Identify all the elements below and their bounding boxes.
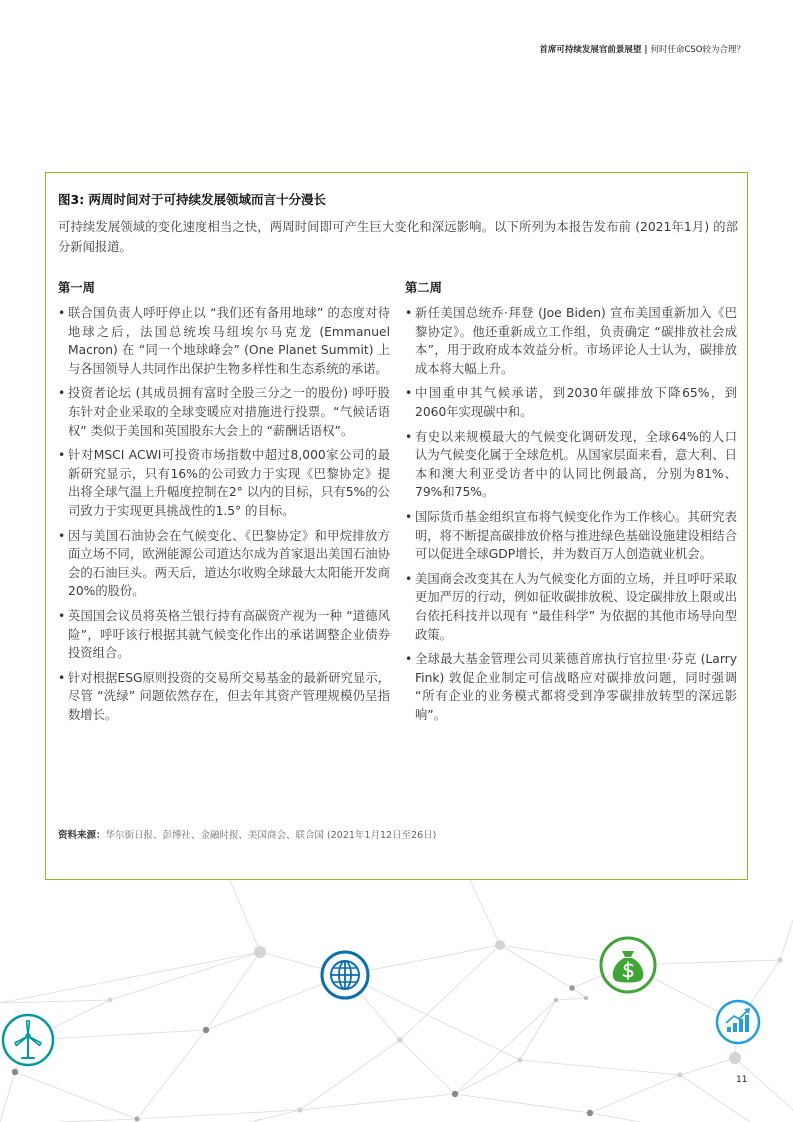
figure-intro: 可持续发展领域的变化速度相当之快，两周时间即可产生巨大变化和深远影响。以下所列为本报告发布前 (2021年1月) 的部分新闻报道。 bbox=[58, 220, 738, 254]
network-line bbox=[556, 998, 586, 1000]
network-node bbox=[678, 1073, 683, 1078]
network-line bbox=[0, 1000, 110, 1003]
network-line bbox=[137, 1030, 206, 1119]
news-item: • 英国国会议员将英格兰银行持有高碳资产视为一种 “道德风险”，呼吁该行根据其就气候变化作出的承诺调整企业债券投资组合。 bbox=[58, 607, 390, 663]
network-lines bbox=[0, 880, 793, 1122]
news-item: • 联合国负责人呼吁停止以 “我们还有备用地球” 的态度对待地球之后，法国总统埃马纽埃尔马克龙 (Emmanuel Macron) 在 “同一个地球峰会” (One Planet Summit) 上与各国领导人共同作出保护生物多样性和生态系统的承诺。 bbox=[58, 304, 390, 378]
network-node bbox=[452, 1091, 458, 1097]
network-line bbox=[137, 1110, 300, 1119]
news-item: • 针对根据ESG原则投资的交易所交易基金的最新研究显示，尽管 “洗绿” 问题依然存在，但去年其资产管理规模仍呈指数增长。 bbox=[58, 669, 390, 725]
network-node bbox=[587, 1110, 593, 1116]
money-bag-icon bbox=[601, 938, 655, 992]
network-node bbox=[108, 998, 113, 1003]
network-line bbox=[520, 1060, 680, 1075]
network-node bbox=[135, 1117, 140, 1122]
source-label: 资料来源： bbox=[58, 830, 106, 841]
network-node bbox=[569, 985, 575, 991]
network-line bbox=[15, 1072, 137, 1119]
network-nodes bbox=[12, 940, 783, 1122]
wind-turbine-icon bbox=[3, 1015, 53, 1065]
network-line bbox=[110, 952, 260, 1000]
growth-chart-icon bbox=[717, 1001, 759, 1043]
network-line bbox=[250, 1110, 300, 1122]
news-item: • 国际货币基金组织宣布将气候变化作为工作核心。其研究表明，将不断提高碳排放价格与推进绿色基础设施建设相结合可以促进全球GDP增长，并为数百万人创造就业机会。 bbox=[405, 508, 737, 564]
globe-icon bbox=[322, 952, 368, 998]
header-separator: | bbox=[644, 45, 648, 55]
network-node bbox=[495, 940, 505, 950]
network-line bbox=[455, 1000, 556, 1094]
source-note bbox=[58, 829, 436, 843]
network-node bbox=[554, 998, 558, 1002]
network-line bbox=[28, 1030, 206, 1040]
network-line bbox=[400, 1040, 455, 1094]
network-line bbox=[300, 1094, 455, 1110]
network-node bbox=[254, 946, 266, 958]
header-report-title: 首席可持续发展官前景展望 bbox=[539, 45, 642, 55]
decorative-network-graphic bbox=[0, 880, 793, 1122]
network-line bbox=[230, 880, 260, 952]
network-node bbox=[729, 1052, 741, 1064]
news-item: • 中国重申其气候承诺，到2030年碳排放下降65%，到2060年实现碳中和。 bbox=[405, 384, 737, 421]
network-node bbox=[12, 1069, 18, 1075]
network-node bbox=[397, 1037, 403, 1043]
news-item: • 针对MSCI ACWI可投资市场指数中超过8,000家公司的最新研究显示，只有16%的公司致力于实现《巴黎协定》提出将全球气温上升幅度控制在2° 以内的目标，只有5%的公司致力于实现更具挑战性的1.5° 的目标。 bbox=[58, 446, 390, 520]
network-line bbox=[0, 952, 260, 1003]
network-node bbox=[778, 958, 783, 963]
network-line bbox=[500, 945, 572, 988]
column-heading-week1: 第一周 bbox=[58, 281, 95, 295]
news-item: • 新任美国总统乔·拜登 (Joe Biden) 宣布美国重新加入《巴黎协定》。他还重新成立工作组，负责确定 “碳排放社会成本”，用于政府成本效益分析。市场评论人士认为，碳排放成本将大幅上升。 bbox=[405, 304, 737, 378]
news-item: • 全球最大基金管理公司贝莱德首席执行官拉里·芬克 (Larry Fink) 敦促企业制定可信战略应对碳排放问题，同时强调 “所有企业的业务模式都将受到净零碳排放转型的深远影响”。 bbox=[405, 650, 737, 724]
header-subtitle: 何时任命CSO较为合理？ bbox=[650, 45, 745, 55]
figure-title: 图3: 两周时间对于可持续发展领域而言十分漫长 bbox=[58, 192, 327, 207]
news-item: • 美国商会改变其在人为气候变化方面的立场，并且呼吁采取更加严厉的行动，例如征收碳排放税、设定碳排放上限或出台依托科技并以现有 “最佳科学” 为依据的其他市场导向型政策。 bbox=[405, 570, 737, 644]
page-number: 11 bbox=[736, 1075, 748, 1085]
running-header bbox=[539, 43, 745, 57]
network-line bbox=[590, 1113, 640, 1122]
source-text: 华尔街日报、彭博社、金融时报、美国商会、联合国 (2021年1月12日至26日) bbox=[105, 830, 437, 841]
network-line bbox=[780, 920, 793, 960]
network-line bbox=[300, 1040, 400, 1110]
news-item: • 有史以来规模最大的气候变化调研发现，全球64%的人口认为气候变化属于全球危机。从国家层面来看，意大利、日本和澳大利亚受访者中的认同比例最高，分别为81%、79%和75%。 bbox=[405, 428, 737, 502]
network-node bbox=[298, 1108, 303, 1113]
network-line bbox=[206, 952, 260, 1030]
network-node bbox=[518, 1058, 523, 1063]
network-node bbox=[203, 1027, 209, 1033]
network-line bbox=[470, 880, 500, 945]
network-line bbox=[520, 1000, 556, 1060]
network-node bbox=[584, 996, 588, 1000]
column-heading-week2: 第二周 bbox=[405, 281, 442, 295]
network-line bbox=[455, 1060, 520, 1094]
network-line bbox=[455, 1094, 590, 1113]
news-item: • 因与美国石油协会在气候变化、《巴黎协定》和甲烷排放方面立场不同，欧洲能源公司道达尔成为首家退出美国石油协会的石油巨头。两天后，道达尔收购全球最大太阳能开发商20%的股份。 bbox=[58, 527, 390, 601]
news-list-week2 bbox=[405, 304, 737, 730]
news-list-week1 bbox=[58, 304, 390, 730]
network-line bbox=[590, 1075, 680, 1113]
network-line bbox=[345, 975, 520, 1060]
network-line bbox=[0, 1072, 15, 1122]
network-line bbox=[680, 1058, 735, 1075]
news-item: • 投资者论坛 (其成员拥有富时全股三分之一的股份) 呼吁股东针对企业采取的全球变暖应对措施进行投票。“气候话语权” 类似于美国和英国股东大会上的 “薪酬话语权”。 bbox=[58, 384, 390, 440]
